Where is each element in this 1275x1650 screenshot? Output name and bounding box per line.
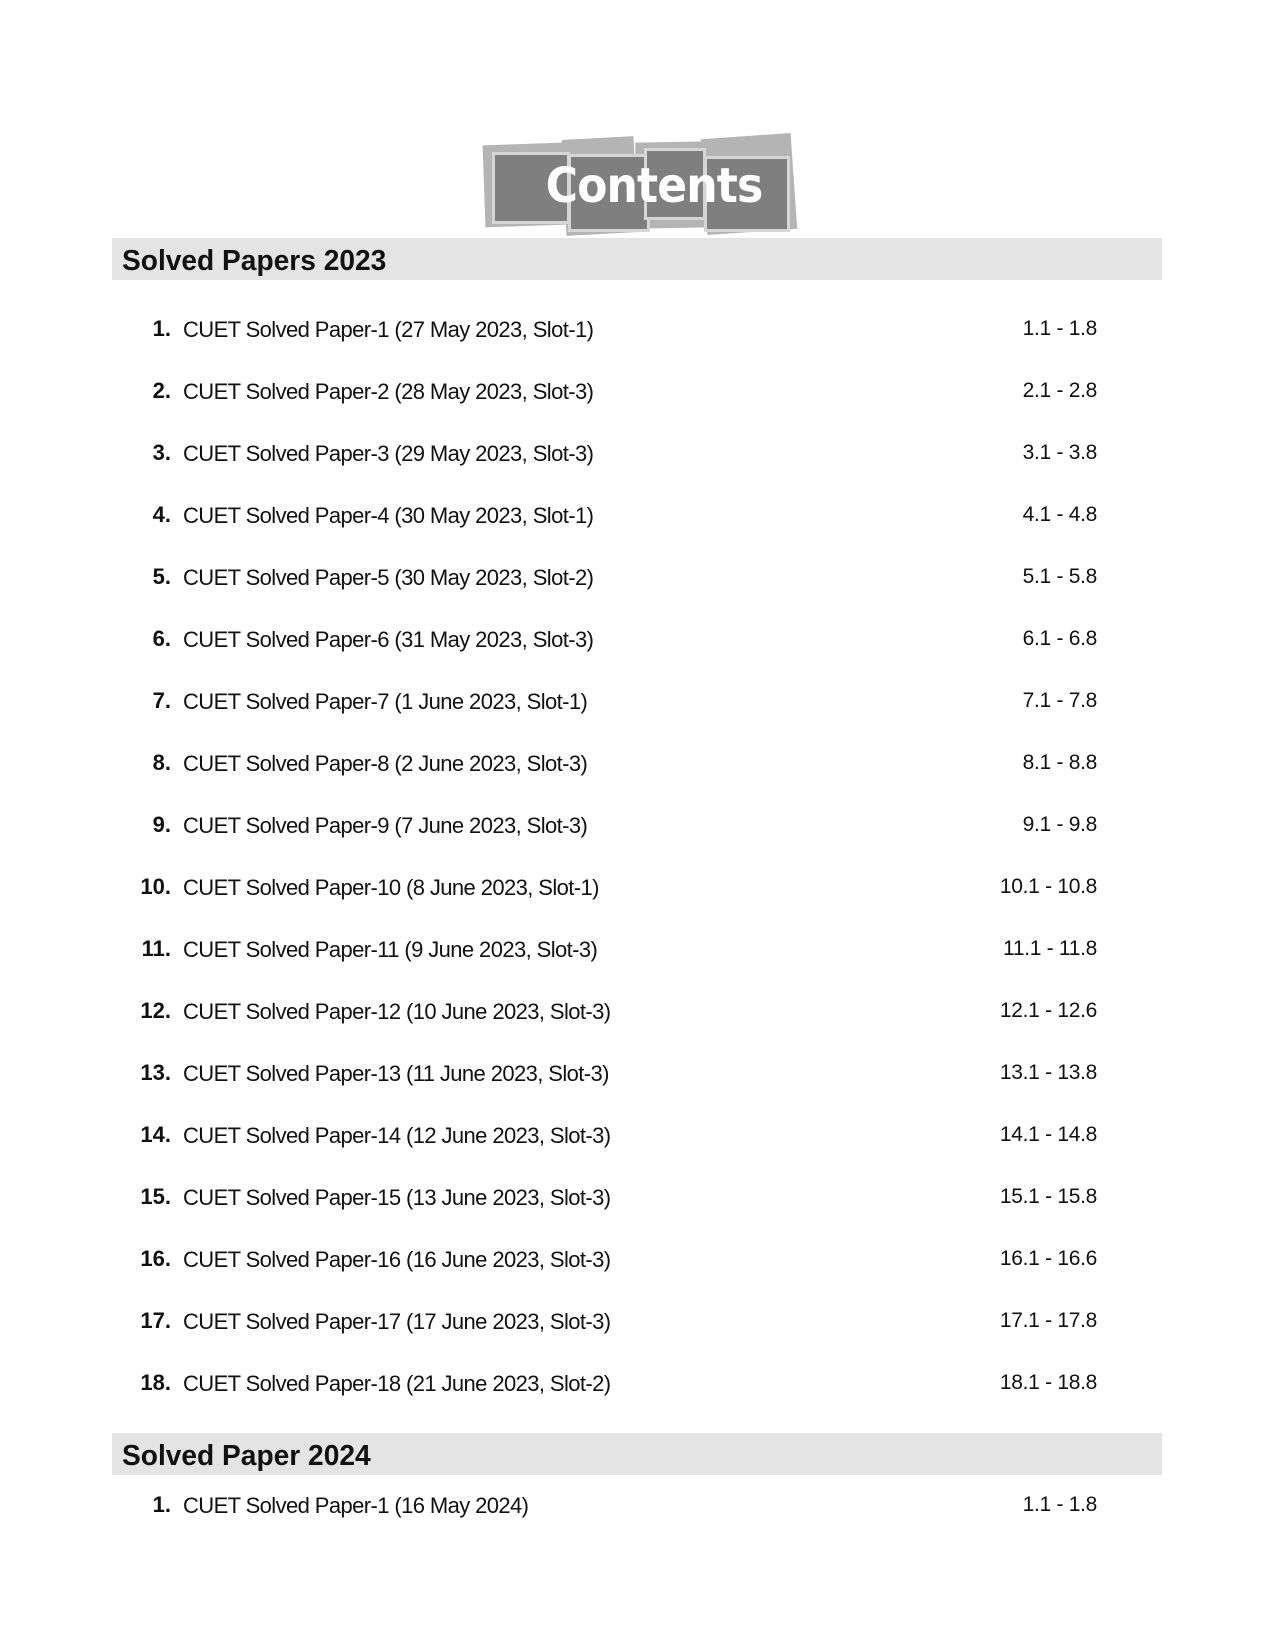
entry-pages: 12.1 - 12.6 <box>999 999 1097 1022</box>
entry-pages: 2.1 - 2.8 <box>1022 379 1097 402</box>
entry-pages: 1.1 - 1.8 <box>1022 317 1097 340</box>
entry-title: CUET Solved Paper-3 (29 May 2023, Slot-3) <box>183 441 594 466</box>
entry-pages: 8.1 - 8.8 <box>1022 751 1097 774</box>
entry-pages: 18.1 - 18.8 <box>999 1371 1097 1394</box>
entry-number: 16. <box>140 1246 171 1271</box>
entry-pages: 16.1 - 16.6 <box>999 1247 1097 1270</box>
entry-title: CUET Solved Paper-1 (16 May 2024) <box>183 1493 529 1518</box>
entry-title: CUET Solved Paper-6 (31 May 2023, Slot-3) <box>183 627 594 652</box>
entry-number: 15. <box>140 1184 171 1209</box>
toc-entry[interactable] <box>112 1246 1152 1274</box>
entry-pages: 17.1 - 17.8 <box>999 1309 1097 1332</box>
entry-title: CUET Solved Paper-1 (27 May 2023, Slot-1) <box>183 317 594 342</box>
entry-number: 8. <box>152 750 171 775</box>
entry-pages: 10.1 - 10.8 <box>999 875 1097 898</box>
entry-title: CUET Solved Paper-9 (7 June 2023, Slot-3) <box>183 813 588 838</box>
toc-entry[interactable] <box>112 564 1152 592</box>
entry-title: CUET Solved Paper-7 (1 June 2023, Slot-1) <box>183 689 588 714</box>
entry-pages: 6.1 - 6.8 <box>1022 627 1097 650</box>
entry-number: 18. <box>140 1370 171 1395</box>
toc-entry[interactable] <box>112 626 1152 654</box>
entry-number: 9. <box>152 812 171 837</box>
entry-title: CUET Solved Paper-17 (17 June 2023, Slot-3) <box>183 1309 611 1334</box>
entry-number: 3. <box>152 440 171 465</box>
toc-entry[interactable] <box>112 1370 1152 1398</box>
entry-number: 13. <box>140 1060 171 1085</box>
entry-number: 11. <box>141 936 171 961</box>
entry-pages: 9.1 - 9.8 <box>1022 813 1097 836</box>
entry-title: CUET Solved Paper-10 (8 June 2023, Slot-1) <box>183 875 599 900</box>
entry-title: CUET Solved Paper-15 (13 June 2023, Slot-3) <box>183 1185 611 1210</box>
toc-entry[interactable] <box>112 750 1152 778</box>
entry-title: CUET Solved Paper-16 (16 June 2023, Slot-3) <box>183 1247 611 1272</box>
toc-entry[interactable] <box>112 812 1152 840</box>
entry-number: 1. <box>152 316 171 341</box>
entry-title: CUET Solved Paper-11 (9 June 2023, Slot-3) <box>183 937 598 962</box>
entry-number: 17. <box>140 1308 171 1333</box>
entry-title: CUET Solved Paper-14 (12 June 2023, Slot-3) <box>183 1123 611 1148</box>
entry-pages: 13.1 - 13.8 <box>999 1061 1097 1084</box>
toc-entry[interactable] <box>112 688 1152 716</box>
toc-entry[interactable] <box>112 1122 1152 1150</box>
entry-number: 2. <box>152 378 171 403</box>
entry-pages: 5.1 - 5.8 <box>1022 565 1097 588</box>
entry-number: 6. <box>152 626 171 651</box>
entry-pages: 1.1 - 1.8 <box>1022 1493 1097 1516</box>
entry-title: CUET Solved Paper-4 (30 May 2023, Slot-1) <box>183 503 594 528</box>
entry-title: CUET Solved Paper-13 (11 June 2023, Slot-3) <box>183 1061 609 1086</box>
toc-entry[interactable] <box>112 874 1152 902</box>
entry-number: 7. <box>152 688 171 713</box>
entry-number: 10. <box>140 874 171 899</box>
entry-number: 1. <box>152 1492 171 1517</box>
section-header-2023 <box>112 238 1162 280</box>
entry-title: CUET Solved Paper-12 (10 June 2023, Slot-3) <box>183 999 611 1024</box>
section-title: Solved Papers 2023 <box>122 245 387 277</box>
entry-title: CUET Solved Paper-8 (2 June 2023, Slot-3) <box>183 751 588 776</box>
toc-entry[interactable] <box>112 378 1152 406</box>
toc-entry[interactable] <box>112 502 1152 530</box>
logo-text: Contents <box>545 158 763 214</box>
toc-entry[interactable] <box>112 1060 1152 1088</box>
entry-number: 4. <box>152 502 171 527</box>
entry-pages: 15.1 - 15.8 <box>999 1185 1097 1208</box>
contents-logo <box>484 130 796 234</box>
entry-pages: 4.1 - 4.8 <box>1022 503 1097 526</box>
entry-title: CUET Solved Paper-2 (28 May 2023, Slot-3) <box>183 379 594 404</box>
toc-entry[interactable] <box>112 440 1152 468</box>
toc-entry[interactable] <box>112 998 1152 1026</box>
toc-entry[interactable] <box>112 936 1152 964</box>
entry-pages: 3.1 - 3.8 <box>1022 441 1097 464</box>
entry-pages: 7.1 - 7.8 <box>1022 689 1097 712</box>
entry-number: 14. <box>140 1122 171 1147</box>
entry-title: CUET Solved Paper-5 (30 May 2023, Slot-2) <box>183 565 594 590</box>
toc-entry[interactable] <box>112 1492 1152 1520</box>
section-header-2024 <box>112 1433 1162 1475</box>
toc-entry[interactable] <box>112 1184 1152 1212</box>
entry-pages: 14.1 - 14.8 <box>999 1123 1097 1146</box>
entry-title: CUET Solved Paper-18 (21 June 2023, Slot-2) <box>183 1371 611 1396</box>
toc-entry[interactable] <box>112 1308 1152 1336</box>
toc-entry[interactable] <box>112 316 1152 344</box>
section-title: Solved Paper 2024 <box>122 1440 371 1472</box>
entry-number: 12. <box>140 998 171 1023</box>
entry-number: 5. <box>152 564 171 589</box>
entry-pages: 11.1 - 11.8 <box>1003 937 1097 960</box>
